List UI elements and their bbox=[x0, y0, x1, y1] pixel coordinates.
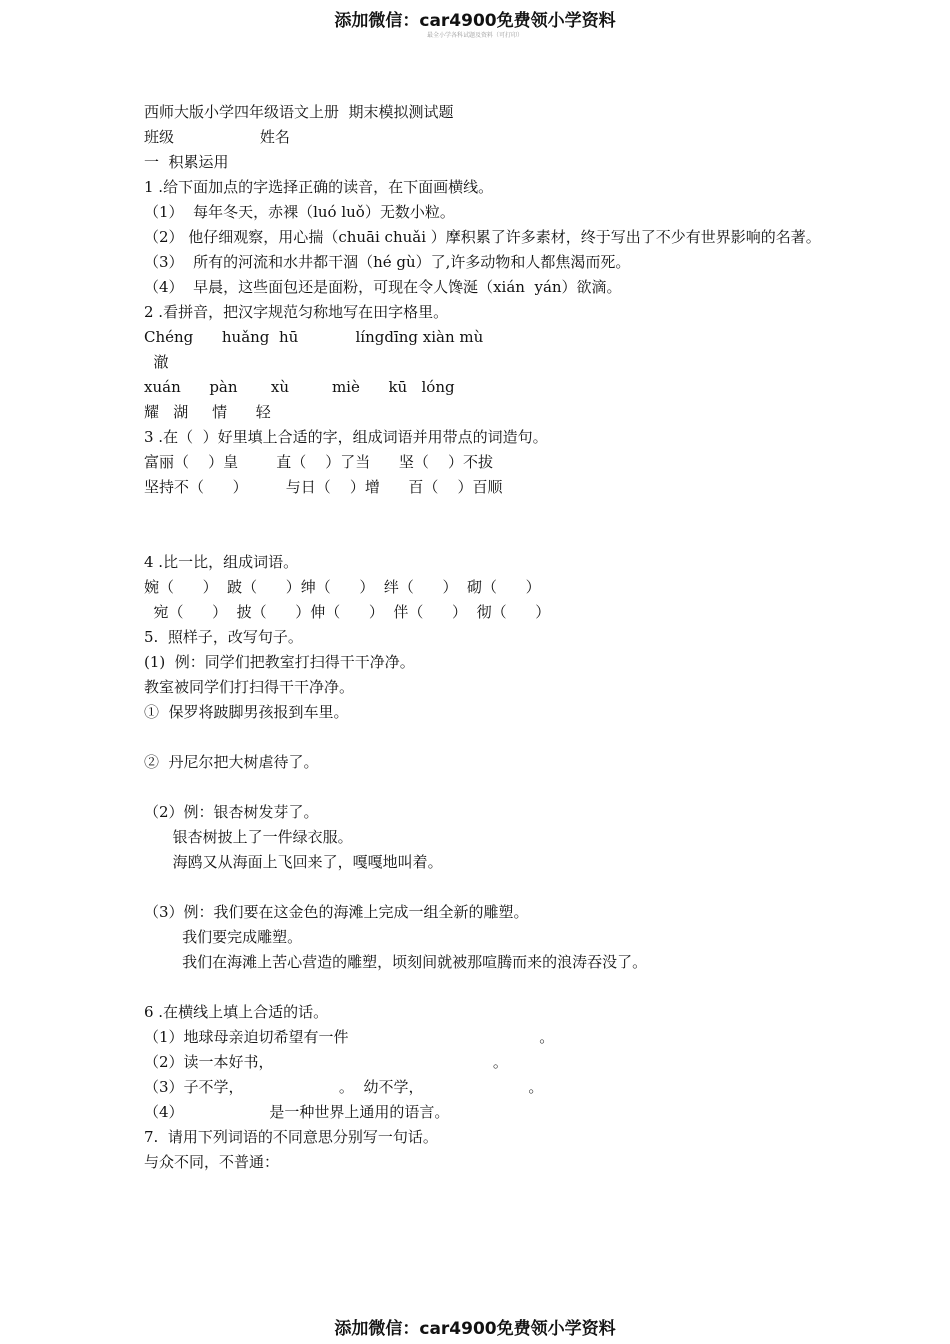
answer-space bbox=[144, 975, 824, 1000]
q6-item: （3）子不学， 。 幼不学， 。 bbox=[144, 1078, 544, 1096]
q5-item: ① 保罗将跛脚男孩报到车里。 bbox=[144, 703, 349, 721]
q5-example: （3）例：我们要在这金色的海滩上完成一组全新的雕塑。 bbox=[144, 903, 529, 921]
exam-document bbox=[144, 100, 824, 1175]
hanzi-row: 耀 湖 情 轻 bbox=[144, 403, 271, 421]
idiom-row: 坚持不（ ） 与日（ ）增 百（ ）百顺 bbox=[144, 478, 503, 496]
q1-item: （4） 早晨，这些面包还是面粉，可现在令人馋涎（xián yán）欲滴。 bbox=[144, 278, 622, 296]
watermark-top: 添加微信：car4900免费领小学资料 bbox=[334, 11, 616, 31]
q4-prompt: 4 .比一比，组成词语。 bbox=[144, 553, 299, 571]
q2-prompt: 2 .看拼音，把汉字规范匀称地写在田字格里。 bbox=[144, 303, 449, 321]
q5-example-answer: 银杏树披上了一件绿衣服。 bbox=[144, 828, 353, 846]
class-name-line: 班级 姓名 bbox=[144, 128, 290, 146]
answer-space bbox=[144, 500, 824, 550]
compare-row: 婉（ ） 跛（ ）绅（ ） 绊（ ） 砌（ ） bbox=[144, 578, 541, 596]
q3-prompt: 3 .在（ ）好里填上合适的字，组成词语并用带点的词造句。 bbox=[144, 428, 548, 446]
answer-space bbox=[144, 875, 824, 900]
q6-item: （4） 是一种世界上通用的语言。 bbox=[144, 1103, 450, 1121]
q5-item: 我们在海滩上苦心营造的雕塑，顷刻间就被那喧腾而来的浪涛吞没了。 bbox=[144, 953, 648, 971]
q5-item: ② 丹尼尔把大树虐待了。 bbox=[144, 753, 319, 771]
q1-prompt: 1 .给下面加点的字选择正确的读音，在下面画横线。 bbox=[144, 178, 494, 196]
q6-item: （1）地球母亲迫切希望有一件 。 bbox=[144, 1028, 555, 1046]
section-heading: 一 积累运用 bbox=[144, 153, 229, 171]
hanzi-row: 澈 bbox=[144, 353, 169, 371]
q5-example: （2）例：银杏树发芽了。 bbox=[144, 803, 319, 821]
answer-space bbox=[144, 725, 824, 750]
compare-row: 宛（ ） 披（ ）伸（ ） 伴（ ） 彻（ ） bbox=[144, 603, 551, 621]
exam-title: 西师大版小学四年级语文上册 期末模拟测试题 bbox=[144, 103, 454, 121]
q1-item: （1） 每年冬天，赤裸（luó luǒ）无数小粒。 bbox=[144, 203, 455, 221]
q7-prompt: 7. 请用下列词语的不同意思分别写一句话。 bbox=[144, 1128, 438, 1146]
watermark-bottom: 添加微信：car4900免费领小学资料 bbox=[334, 1319, 616, 1339]
pinyin-row: Chéng huǎng hū língdīng xiàn mù bbox=[144, 328, 484, 346]
pinyin-row: xuán pàn xù miè kū lóng bbox=[144, 378, 455, 396]
q5-prompt: 5. 照样子，改写句子。 bbox=[144, 628, 303, 646]
q5-item: 海鸥又从海面上飞回来了，嘎嘎地叫着。 bbox=[144, 853, 443, 871]
q5-example-answer: 教室被同学们打扫得干干净净。 bbox=[144, 678, 355, 696]
q6-item: （2）读一本好书， 。 bbox=[144, 1053, 508, 1071]
watermark-subtitle: 最全小学各科试题及资料（可打印） bbox=[426, 32, 523, 39]
q5-example: (1) 例：同学们把教室打扫得干干净净。 bbox=[144, 653, 415, 671]
q1-item: （2） 他仔细观察，用心揣（chuāi chuǎi ）摩积累了许多素材，终于写出了不少有世界影响的名著。 bbox=[144, 228, 821, 246]
idiom-row: 富丽（ ）皇 直（ ）了当 坚（ ）不拔 bbox=[144, 453, 493, 471]
q1-item: （3） 所有的河流和水井都干涸（hé gù）了,许多动物和人都焦渴而死。 bbox=[144, 253, 631, 271]
answer-space bbox=[144, 775, 824, 800]
q5-example-answer: 我们要完成雕塑。 bbox=[144, 928, 303, 946]
q6-prompt: 6 .在横线上填上合适的话。 bbox=[144, 1003, 329, 1021]
q7-item: 与众不同，不普通： bbox=[144, 1153, 280, 1171]
